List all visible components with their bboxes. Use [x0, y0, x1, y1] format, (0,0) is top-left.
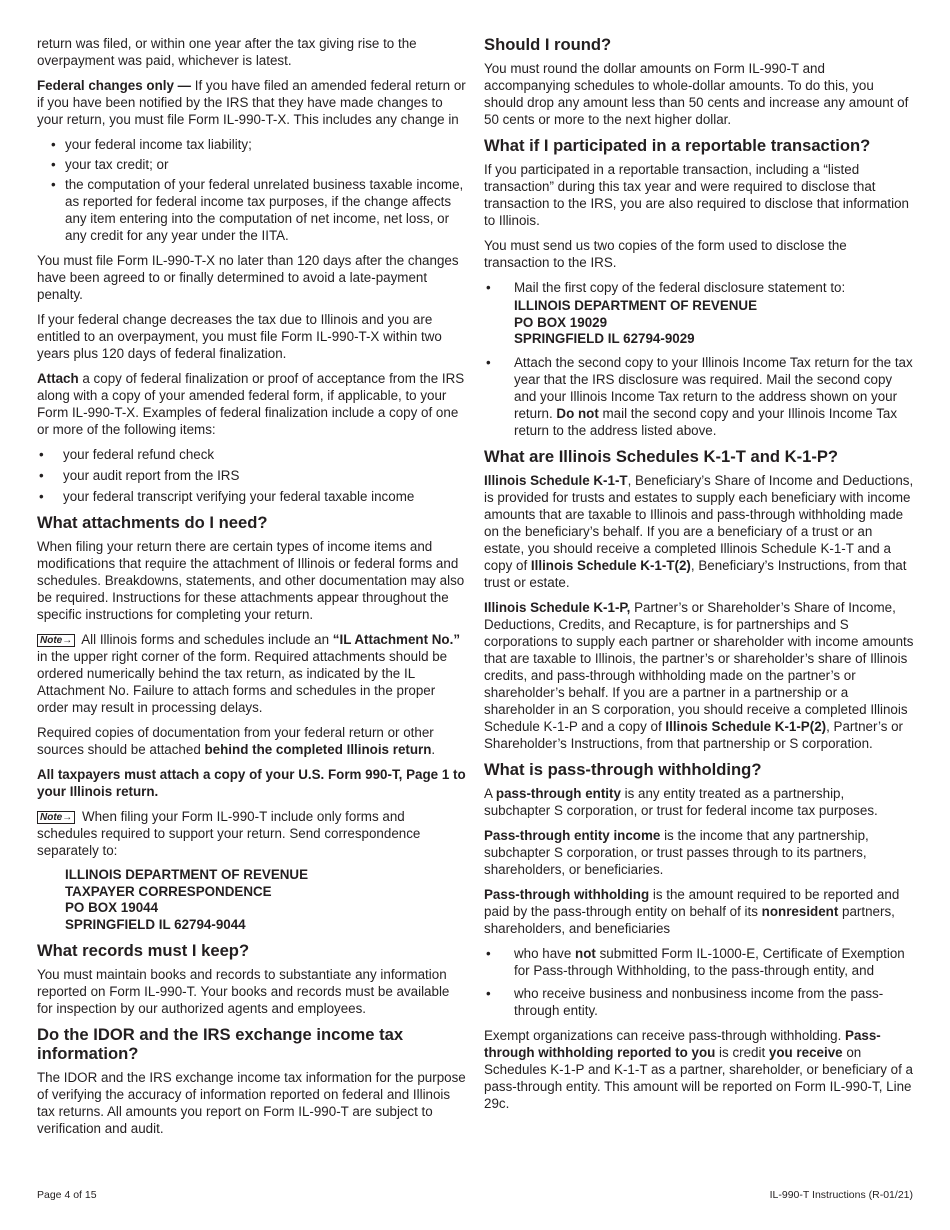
list-item: • Mail the first copy of the federal disclosure statement to: ILLINOIS DEPARTMENT OF REVENUE PO BOX 19029 SPRINGFIELD IL 62794-9029	[484, 279, 914, 348]
form-identifier: IL-990-T Instructions (R-01/21)	[769, 1189, 913, 1201]
heading-idor-irs: Do the IDOR and the IRS exchange income tax information?	[37, 1025, 404, 1063]
all-taxpayers-paragraph: All taxpayers must attach a copy of your U.S. Form 990-T, Page 1 to your Illinois return.	[37, 767, 466, 799]
list-item: • your tax credit; or	[37, 156, 467, 173]
federal-changes-paragraph: Federal changes only — If you have filed an amended federal return or if you have been notified by the IRS that they have made changes to your return, you must file Form IL-990-T-X. This includes any change in	[37, 78, 466, 127]
left-column	[37, 35, 467, 1145]
reportable-paragraph: If you participated in a reportable transaction, including a “listed transaction” during this tax year and were required to disclose that transaction to the IRS, you are also required to disclose that information to Illinois.	[484, 162, 910, 228]
list-item: • who have not submitted Form IL-1000-E, Certificate of Exemption for Pass-through Withholding, to the pass-through entity, and	[484, 945, 914, 979]
attachments-paragraph: When filing your return there are certain types of income items and modifications that require the attachment of Illinois or federal forms and schedules. Breakdowns, statements, and other documentation may also be required. Instructions for these attachments appear throughout the specific instructions for completing your return.	[37, 539, 465, 622]
records-paragraph: You must maintain books and records to substantiate any information reported on Form IL-990-T. Your books and records must be available for inspection by our authorized agents and employees.	[37, 967, 450, 1016]
heading-attachments: What attachments do I need?	[37, 513, 268, 532]
withholding-list	[484, 945, 914, 1019]
heading-pass-through: What is pass-through withholding?	[484, 759, 762, 779]
required-copies-paragraph: Required copies of documentation from your federal return or other sources should be attached behind the completed Illinois return.	[37, 725, 436, 757]
file-120-days-paragraph: You must file Form IL-990-T-X no later than 120 days after the changes have been agreed to or finally determined to avoid a late-payment penalty.	[37, 253, 459, 302]
note-icon: Note →	[37, 634, 75, 647]
list-item: • your federal income tax liability;	[37, 136, 467, 153]
decrease-paragraph: If your federal change decreases the tax due to Illinois and you are entitled to an overpayment, you must file Form IL-990-T-X within two years plus 120 days of federal finalization.	[37, 312, 442, 361]
disclosure-list	[484, 279, 914, 439]
list-item: • your audit report from the IRS	[37, 467, 467, 484]
page-number: Page 4 of 15	[37, 1189, 97, 1201]
entity-paragraph: A pass-through entity is any entity treated as a partnership, subchapter S corporation, or trust for federal income tax purposes.	[484, 785, 878, 818]
withholding-paragraph: Pass-through withholding is the amount required to be reported and paid by the pass-through entity on behalf of its nonresident partners, shareholders, and beneficiaries	[484, 886, 900, 936]
address-line: TAXPAYER CORRESPONDENCE	[65, 883, 272, 899]
intro-paragraph: return was filed, or within one year after the tax giving rise to the overpayment was paid, whichever is latest.	[37, 36, 417, 68]
correspondence-address	[65, 867, 467, 933]
address-line: ILLINOIS DEPARTMENT OF REVENUE	[65, 867, 309, 882]
federal-changes-list	[37, 136, 467, 244]
note-attachment-no: Note → All Illinois forms and schedules include an “IL Attachment No.” in the upper right corner of the form. Required attachments should be ordered numerically behind the tax return, as indicated by the IL Attachment No. Failure to attach forms and schedules in the proper order may result in processing delays.	[37, 631, 467, 716]
attach-paragraph: Attach a copy of federal finalization or proof of acceptance from the IRS along with a copy of your amended federal form, if applicable, to your Form IL-990-T-X. Examples of federal finalization include a copy of one or more of the following items:	[37, 371, 465, 437]
list-item: • who receive business and nonbusiness income from the pass-through entity.	[484, 985, 914, 1019]
entity-income-paragraph: Pass-through entity income is the income that any partnership, subchapter S corporation, or trust passes through to its partners, shareholders, or beneficiaries.	[484, 827, 869, 877]
exempt-paragraph: Exempt organizations can receive pass-through withholding. Pass-through withholding reported to you is credit you receive on Schedules K-1-P and K-1-T as a partner, shareholder, or beneficiary of a pass-through entity. This amount will be reported on Form IL-990-T, Line 29c.	[484, 1027, 913, 1111]
two-copies-paragraph: You must send us two copies of the form used to disclose the transaction to the IRS.	[484, 238, 847, 270]
idor-paragraph: The IDOR and the IRS exchange income tax information for the purpose of verifying the accuracy of information reported on federal and Illinois tax returns. All amounts you report on Form IL-990-T are subject to verification and audit.	[37, 1070, 466, 1136]
federal-changes-lead: Federal changes only —	[37, 78, 192, 93]
address-line: SPRINGFIELD IL 62794-9029	[514, 331, 695, 346]
heading-round: Should I round?	[484, 35, 612, 54]
note-correspondence: Note → When filing your Form IL-990-T include only forms and schedules required to support your return. Send correspondence separately to:	[37, 808, 467, 859]
note-icon: Note →	[37, 811, 75, 824]
disclosure-address	[514, 298, 914, 348]
list-item: • your federal refund check	[37, 446, 467, 463]
heading-records: What records must I keep?	[37, 941, 250, 960]
address-line: PO BOX 19029	[514, 314, 608, 330]
address-line: SPRINGFIELD IL 62794-9044	[65, 916, 246, 932]
heading-schedules: What are Illinois Schedules K-1-T and K-1-P?	[484, 446, 839, 466]
right-column	[484, 35, 914, 1120]
k1t-paragraph: Illinois Schedule K-1-T, Beneficiary’s Share of Income and Deductions, is provided for trusts and estates to supply each beneficiary with income amounts that are taxable to Illinois and pass-through withholding made on the beneficiary’s behalf. If you are a beneficiary of a trust or an estate, you should receive a completed Illinois Schedule K-1-T and a copy of Illinois Schedule K-1-T(2), Beneficiary’s Instructions, from that trust or estate.	[484, 472, 914, 590]
round-paragraph: You must round the dollar amounts on Form IL-990-T and accompanying schedules to whole-dollar amounts. To do this, you should drop any amount less than 50 cents and increase any amount of 50 cents or more to the next higher dollar.	[484, 61, 909, 127]
address-line: PO BOX 19044	[65, 900, 159, 915]
list-item: • your federal transcript verifying your federal taxable income	[37, 488, 467, 505]
address-line: ILLINOIS DEPARTMENT OF REVENUE	[514, 298, 758, 313]
finalization-list	[37, 446, 467, 505]
list-item: • Attach the second copy to your Illinois Income Tax return for the tax year that the IRS disclosure was required. Mail the second copy and your Illinois Income Tax return to the address shown on your return. Do not mail the second copy and your Illinois Income Tax return to the address listed above.	[484, 354, 914, 439]
k1p-paragraph: Illinois Schedule K-1-P, Partner’s or Shareholder’s Share of Income, Deductions, Credits, and Recapture, is for partnerships and S corporations to supply each partner or shareholder with income amounts that are taxable to Illinois, the partner’s or shareholder’s share of Illinois credits, and pass-through withholding made on the partner’s or shareholder’s behalf. If you are a partner in a partnership or a shareholder in an S corporation, you should receive a completed Illinois Schedule K-1-P and a copy of Illinois Schedule K-1-P(2), Partner’s or Shareholder’s Instructions, from that partnership or S corporation.	[484, 599, 914, 751]
heading-reportable: What if I participated in a reportable transaction?	[484, 136, 871, 155]
list-item: • the computation of your federal unrelated business taxable income, as reported for federal income tax purposes, if the change affects any item entering into the computation of net income, net loss, or any credit for any year under the IITA.	[37, 176, 467, 244]
